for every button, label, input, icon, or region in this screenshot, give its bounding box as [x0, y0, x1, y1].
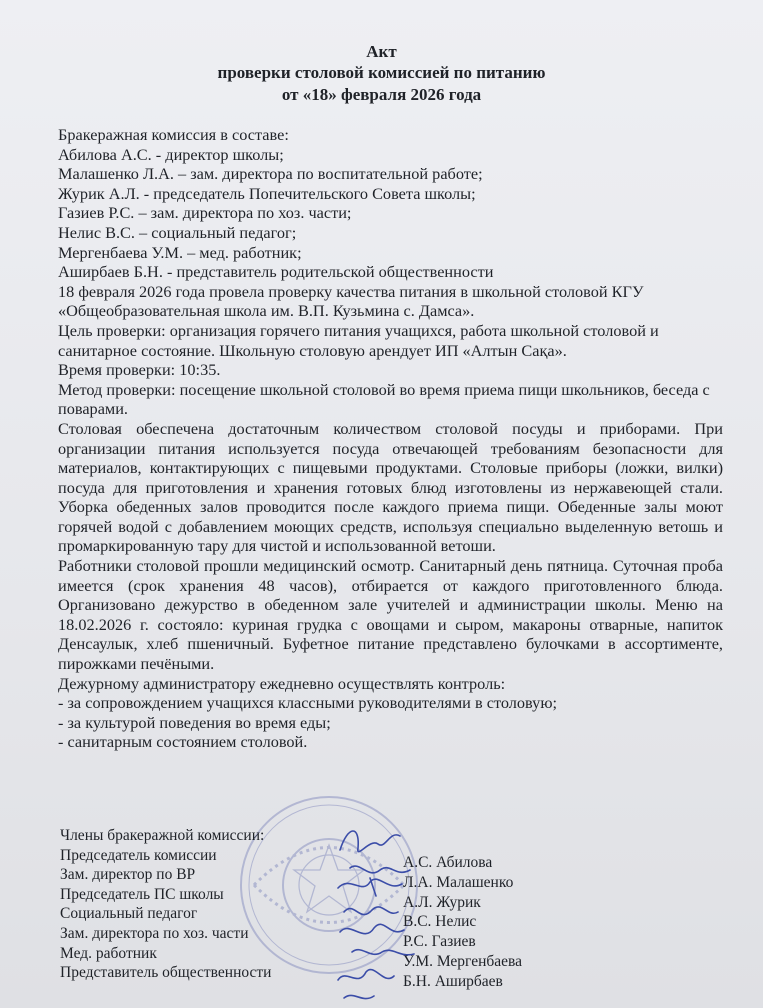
- member-name: Р.С. Газиев: [403, 933, 476, 951]
- paragraph-purpose: Цель проверки: организация горячего питания учащихся, работа школьной столовой и санитарное состояние. Школьную столовую арендует ИП «Алтын Сақа».: [58, 320, 659, 360]
- control-item: - санитарным состоянием столовой.: [58, 732, 308, 752]
- body-line: Аширбаев Б.Н. - представитель родительской общественности: [58, 262, 494, 282]
- role-label: Председатель комиссии: [60, 846, 217, 864]
- role-label: Представитель общественности: [60, 964, 272, 982]
- member-name: В.С. Нелис: [403, 913, 477, 931]
- member-name: Б.Н. Аширбаев: [403, 972, 503, 990]
- signature-roles: [60, 826, 271, 983]
- control-item: - за сопровождением учащихся классными руководителями в столовую;: [58, 693, 558, 713]
- paragraph-dishes: Столовая обеспечена достаточным количеством столовой посуды и приборами. При организации питания используется посуда отвечающей требованиям безопасности для материалов, контактирующих с пищевыми продуктами. Столовые приборы (ложки, вилки) посуда для приготовления и хранения готовых блюд изготовлены из нержавеющей стали. Уборка обеденных залов проводится после каждого приема пищи. Обеденные залы моют горячей водой с добавлением моющих средств, используя специально выделенную ветошь и промаркированную тару для чистой и использованной ветоши.: [58, 418, 723, 556]
- paragraph-intro: 18 февраля 2026 года провела проверку качества питания в школьной столовой КГУ «Общеобразовательная школа им. В.П. Кузьмина с. Дамса».: [58, 281, 644, 321]
- role-label: Председатель ПС школы: [60, 885, 224, 903]
- role-label: Зам. директора по хоз. части: [60, 924, 249, 942]
- role-label: Зам. директор по ВР: [60, 866, 196, 884]
- body-line: Бракеражная комиссия в составе:: [58, 125, 289, 144]
- paragraph-control: Дежурному администратору ежедневно осуществлять контроль:: [58, 673, 506, 693]
- paragraph-method: Метод проверки: посещение школьной столовой во время приема пищи школьников, беседа с поварами.: [58, 379, 710, 419]
- member-name: У.М. Мергенбаева: [403, 952, 523, 970]
- member-name: Л.А. Малашенко: [403, 873, 514, 891]
- body-line: Малашенко Л.А. – зам. директора по воспитательной работе;: [58, 164, 483, 184]
- body-line: Газиев Р.С. – зам. директора по хоз. части;: [58, 203, 352, 223]
- paragraph-staff: Работники столовой прошли медицинский осмотр. Санитарный день пятница. Суточная проба имеется (срок хранения 48 часов), отбирается от каждого приготовленного блюда. Организовано дежурство в обеденном зале учителей и администрации школы. Меню на 18.02.2026 г. состояло: куриная грудка с овощами и сыром, макароны отварные, напиток Денсаулык, хлеб пшеничный. Буфетное питание представлено булочками в ассортименте, пирожками печёными.: [58, 556, 723, 674]
- signatures-heading: Члены бракеражной комиссии:: [60, 827, 265, 844]
- body-line: Журик А.Л. - председатель Попечительского Совета школы;: [58, 183, 476, 203]
- doc-title: Акт: [366, 42, 397, 61]
- body-line: Абилова А.С. - директор школы;: [58, 144, 284, 164]
- control-item: - за культурой поведения во время еды;: [58, 712, 331, 732]
- role-label: Социальный педагог: [60, 905, 198, 923]
- body-line: Нелис В.С. – социальный педагог;: [58, 222, 297, 242]
- role-label: Мед. работник: [60, 944, 157, 962]
- body-line: Мергенбаева У.М. – мед. работник;: [58, 242, 302, 262]
- doc-subtitle: проверки столовой комиссией по питанию: [217, 63, 546, 82]
- member-name: А.Л. Журик: [403, 893, 481, 911]
- paragraph-time: Время проверки: 10:35.: [58, 360, 221, 380]
- doc-date: от «18» февраля 2026 года: [281, 85, 482, 104]
- doc-body: [58, 125, 723, 752]
- member-name: А.С. Абилова: [403, 854, 493, 871]
- signature-names: [403, 853, 522, 992]
